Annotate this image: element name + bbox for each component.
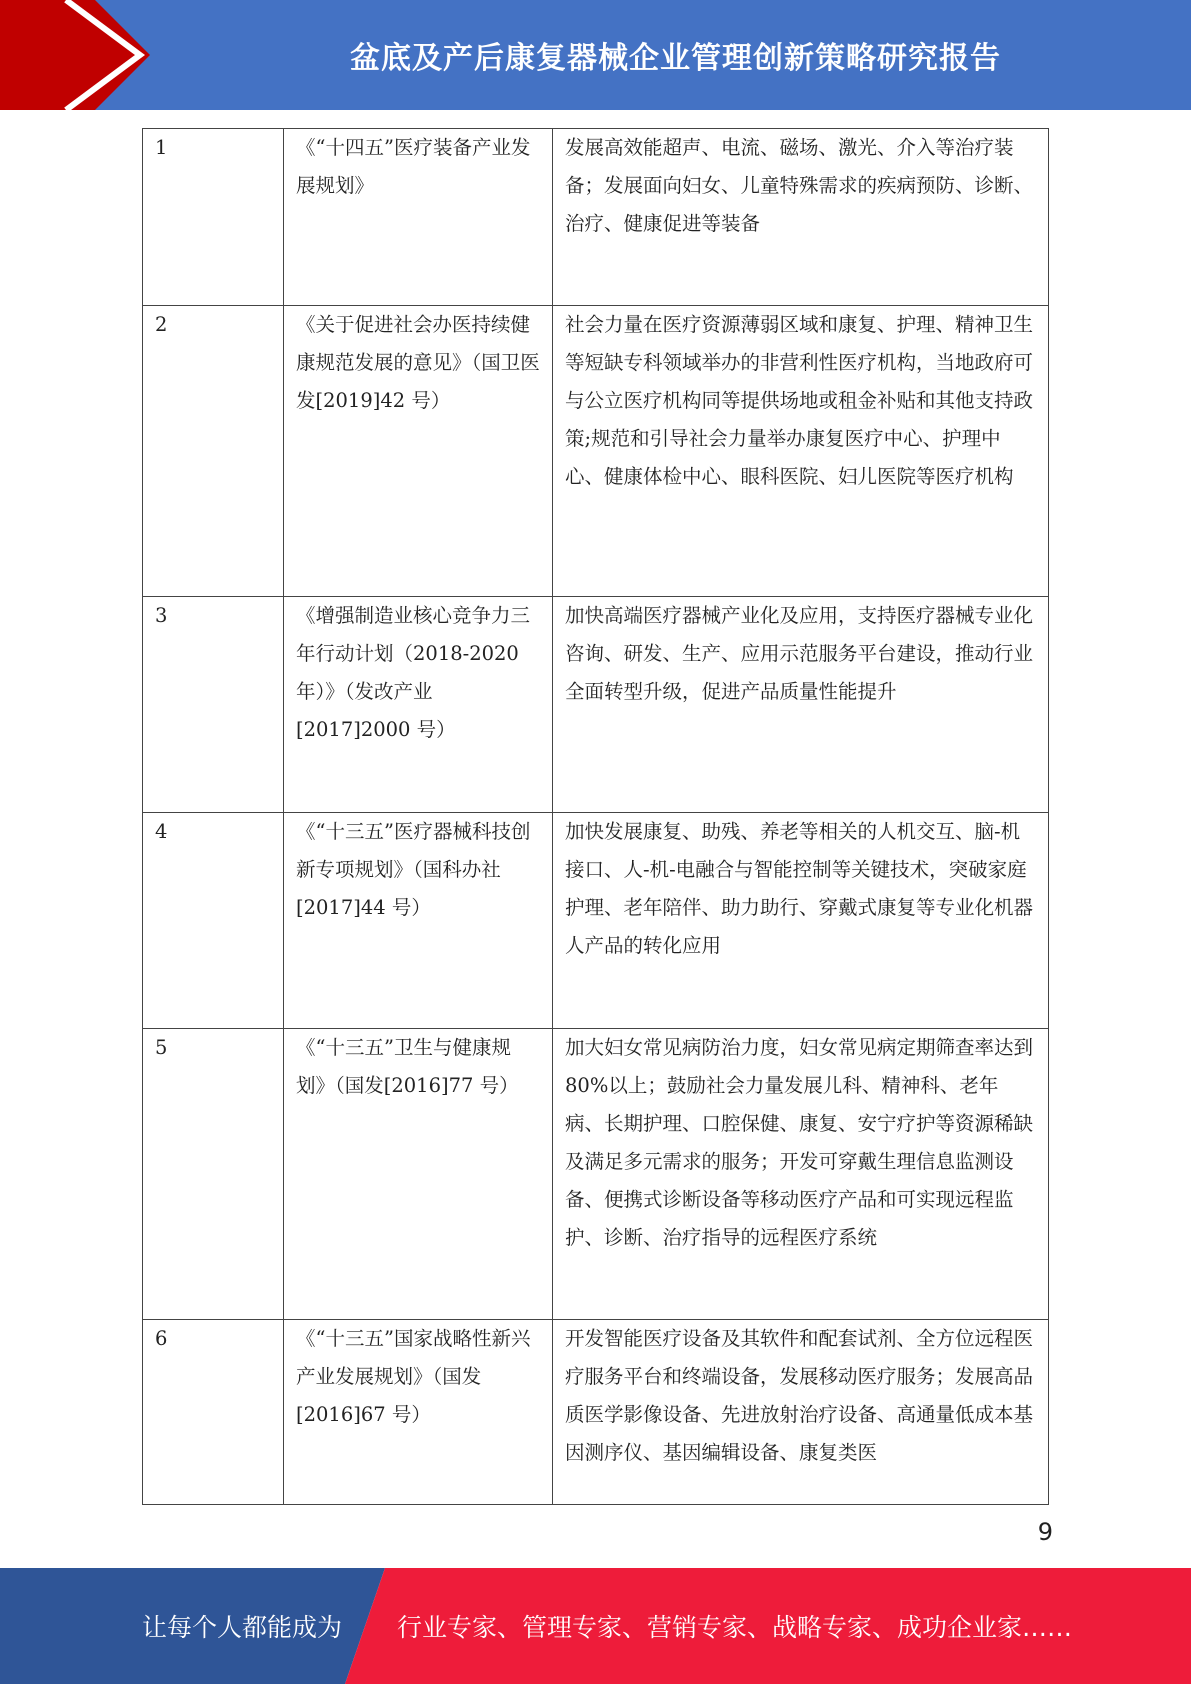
policy-content-cell: 社会力量在医疗资源薄弱区域和康复、护理、精神卫生等短缺专科领域举办的非营利性医疗机构，当地政府可与公立医疗机构同等提供场地或租金补贴和其他支持政策;规范和引导社会力量举办康复医疗中心、护理中心、健康体检中心、眼科医院、妇儿医院等医疗机构 <box>553 306 1049 597</box>
policy-content-cell: 发展高效能超声、电流、磁场、激光、介入等治疗装备；发展面向妇女、儿童特殊需求的疾病预防、诊断、治疗、健康促进等装备 <box>553 129 1049 306</box>
page-footer <box>0 1568 1191 1684</box>
row-number-cell: 3 <box>143 597 284 813</box>
row-number-cell: 6 <box>143 1320 284 1505</box>
policy-content-cell: 加快发展康复、助残、养老等相关的人机交互、脑-机接口、人-机-电融合与智能控制等关键技术，突破家庭护理、老年陪伴、助力助行、穿戴式康复等专业化机器人产品的转化应用 <box>553 813 1049 1029</box>
policy-document-cell: 《增强制造业核心竞争力三年行动计划（2018-2020 年）》（发改产业[2017]2000 号） <box>284 597 553 813</box>
row-number-cell: 4 <box>143 813 284 1029</box>
table-row <box>143 1029 1049 1320</box>
policy-document-cell: 《“十四五”医疗装备产业发展规划》 <box>284 129 553 306</box>
policy-table-container <box>142 128 1049 1505</box>
policy-document-cell: 《“十三五”卫生与健康规划》（国发[2016]77 号） <box>284 1029 553 1320</box>
page-number: 9 <box>1037 1518 1053 1546</box>
row-number-cell: 5 <box>143 1029 284 1320</box>
table-row <box>143 1320 1049 1505</box>
footer-slogan-right: 行业专家、管理专家、营销专家、战略专家、成功企业家…… <box>397 1613 1073 1642</box>
header-arrow-decoration <box>0 0 180 110</box>
footer-slogan-left: 让每个人都能成为 <box>142 1613 343 1642</box>
policy-content-cell: 加大妇女常见病防治力度，妇女常见病定期筛查率达到 80%以上；鼓励社会力量发展儿科、精神科、老年病、长期护理、口腔保健、康复、安宁疗护等资源稀缺及满足多元需求的服务；开发可穿戴生理信息监测设备、便携式诊断设备等移动医疗产品和可实现远程监护、诊断、治疗指导的远程医疗系统 <box>553 1029 1049 1320</box>
policy-content-cell: 加快高端医疗器械产业化及应用，支持医疗器械专业化咨询、研发、生产、应用示范服务平台建设，推动行业全面转型升级，促进产品质量性能提升 <box>553 597 1049 813</box>
policy-content-cell: 开发智能医疗设备及其软件和配套试剂、全方位远程医疗服务平台和终端设备，发展移动医疗服务；发展高品质医学影像设备、先进放射治疗设备、高通量低成本基因测序仪、基因编辑设备、康复类医 <box>553 1320 1049 1505</box>
policy-document-cell: 《“十三五”国家战略性新兴产业发展规划》（国发[2016]67 号） <box>284 1320 553 1505</box>
table-row <box>143 597 1049 813</box>
policy-table <box>142 128 1049 1505</box>
policy-document-cell: 《关于促进社会办医持续健康规范发展的意见》（国卫医发[2019]42 号） <box>284 306 553 597</box>
table-row <box>143 813 1049 1029</box>
table-row <box>143 129 1049 306</box>
table-row <box>143 306 1049 597</box>
row-number-cell: 1 <box>143 129 284 306</box>
page-header <box>0 0 1191 110</box>
report-title: 盆底及产后康复器械企业管理创新策略研究报告 <box>350 41 1001 76</box>
row-number-cell: 2 <box>143 306 284 597</box>
policy-document-cell: 《“十三五”医疗器械科技创新专项规划》（国科办社[2017]44 号） <box>284 813 553 1029</box>
